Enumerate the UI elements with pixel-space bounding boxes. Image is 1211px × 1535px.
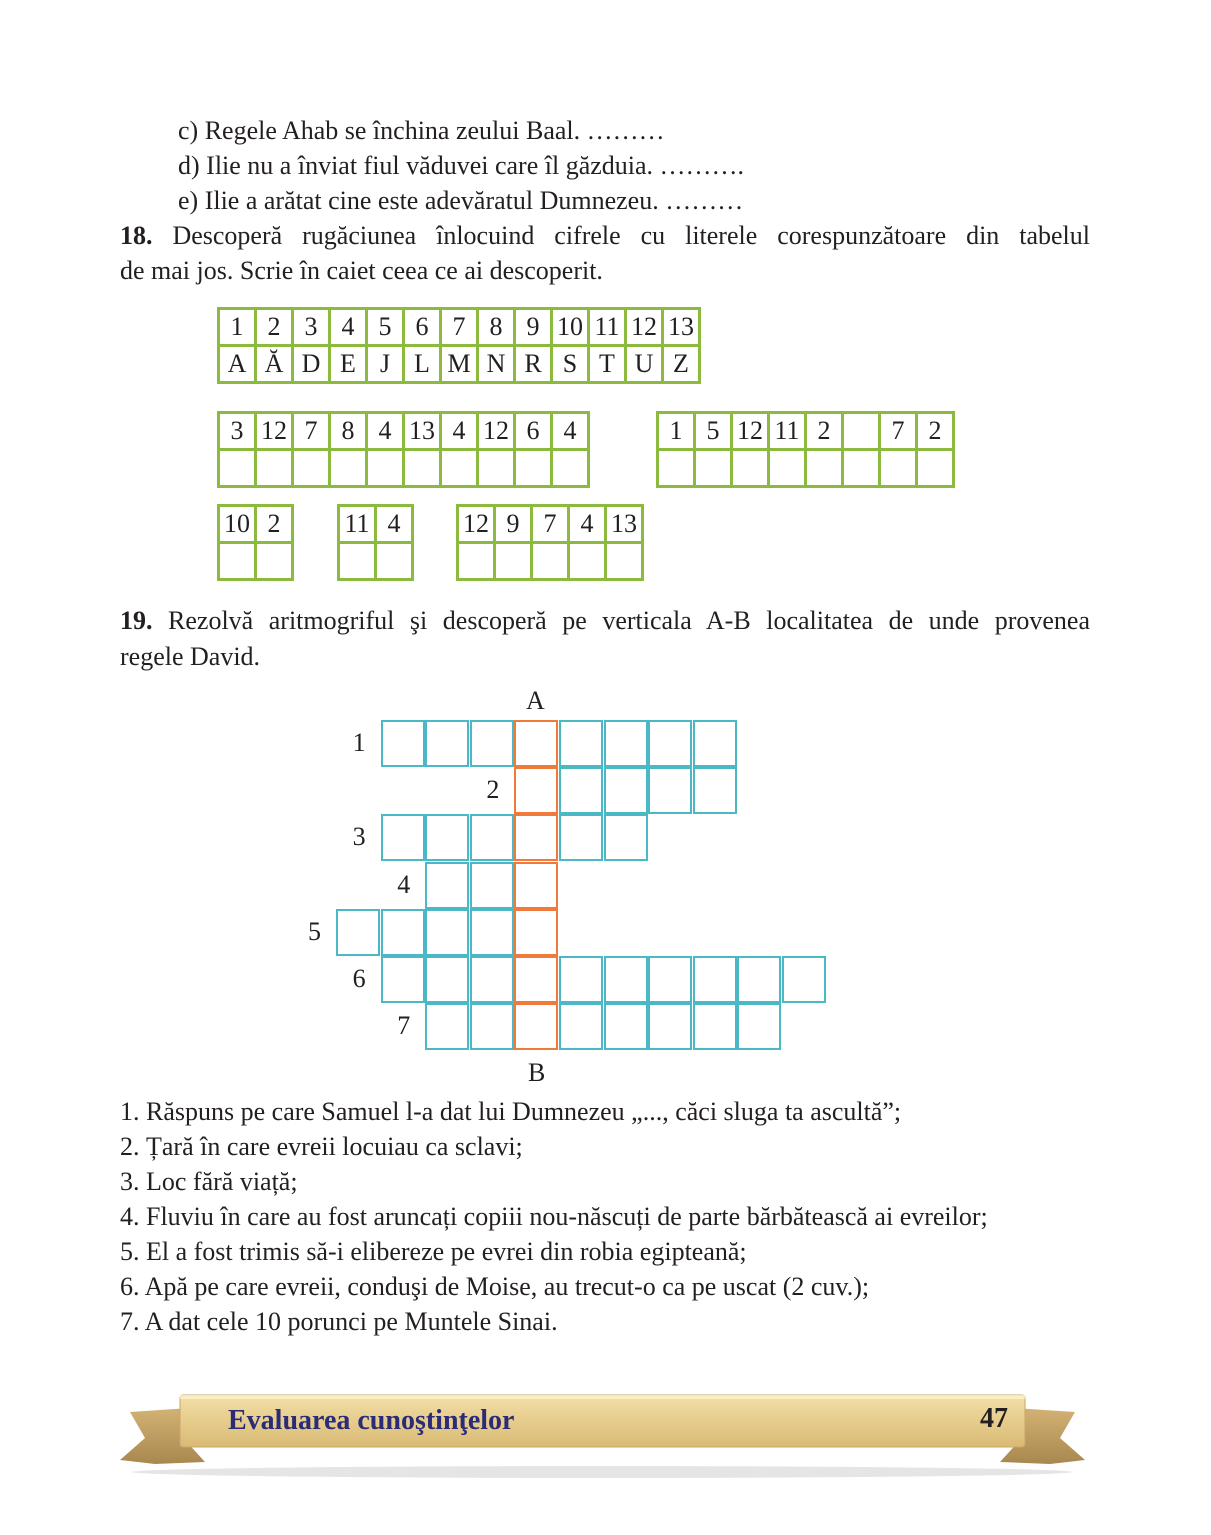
ex18-key-table <box>217 307 701 384</box>
clue-4: 4. Fluviu în care au fost aruncați copiii nou-născuți de parte bărbătească ai evreilor; <box>120 1202 988 1231</box>
clue-2: 2. Țară în care evreii locuiau ca sclavi; <box>120 1132 523 1161</box>
ex19-number: 19. <box>120 606 153 635</box>
answer-cell[interactable] <box>843 450 880 487</box>
answer-cell[interactable] <box>441 450 478 487</box>
clue-1: 1. Răspuns pe care Samuel l-a dat lui Dumnezeu „..., căci sluga ta ascultă”; <box>120 1097 902 1126</box>
key-number-cell: 6 <box>404 309 441 346</box>
ex18-text-line1: Descoperă rugăciunea înlocuind cifrele cu literele corespunzătoare din tabelul <box>172 221 1090 250</box>
crossword-cell[interactable] <box>559 767 603 814</box>
key-number-cell: 5 <box>367 309 404 346</box>
crossword-key-cell[interactable] <box>514 720 558 767</box>
crossword-label-a: A <box>526 686 545 715</box>
answer-cell[interactable] <box>367 450 404 487</box>
digit-cell: 13 <box>404 413 441 450</box>
key-letter-cell: N <box>478 346 515 383</box>
ex18-word-e <box>456 504 644 581</box>
crossword-cell[interactable] <box>604 720 648 767</box>
answer-cell[interactable] <box>917 450 954 487</box>
key-number-cell: 10 <box>552 309 589 346</box>
crossword-cell[interactable] <box>559 956 603 1003</box>
digit-cell: 9 <box>495 506 532 543</box>
key-letter-cell: Z <box>663 346 700 383</box>
key-letter-cell: J <box>367 346 404 383</box>
clue-6: 6. Apă pe care evreii, conduşi de Moise, au trecut-o ca pe uscat (2 cuv.); <box>120 1272 870 1301</box>
crossword-cell[interactable] <box>604 956 648 1003</box>
key-number-cell: 12 <box>626 309 663 346</box>
digit-cell: 5 <box>695 413 732 450</box>
key-number-cell: 9 <box>515 309 552 346</box>
digit-cell: 12 <box>458 506 495 543</box>
word-c-digits <box>219 506 293 543</box>
digit-cell: 13 <box>606 506 643 543</box>
crossword-row-label: 3 <box>352 822 366 852</box>
digit-cell: 4 <box>441 413 478 450</box>
answer-cell[interactable] <box>478 450 515 487</box>
crossword-row-label: 7 <box>397 1011 411 1041</box>
answer-cell[interactable] <box>658 450 695 487</box>
crossword-row-label: 4 <box>397 869 411 899</box>
key-letter-cell: S <box>552 346 589 383</box>
crossword-row-label: 2 <box>486 775 500 805</box>
answer-cell[interactable] <box>532 543 569 580</box>
footer-title: Evaluarea cunoştinţelor <box>228 1405 515 1436</box>
key-letter-cell: Ă <box>256 346 293 383</box>
digit-cell: 12 <box>478 413 515 450</box>
crossword-cell[interactable] <box>381 956 425 1003</box>
key-letter-cell: A <box>219 346 256 383</box>
answer-cell[interactable] <box>552 450 589 487</box>
word-d-answers <box>339 543 413 580</box>
answer-cell[interactable] <box>569 543 606 580</box>
digit-cell: 11 <box>339 506 376 543</box>
word-a-answers <box>219 450 589 487</box>
crossword-cell[interactable] <box>693 1003 737 1050</box>
key-letter-cell: M <box>441 346 478 383</box>
crossword-cell[interactable] <box>648 956 692 1003</box>
crossword-cell[interactable] <box>470 814 514 861</box>
ex18-instruction-line2: de mai jos. Scrie în caiet ceea ce ai descoperit. <box>120 256 603 285</box>
digit-cell: 11 <box>769 413 806 450</box>
crossword-cell[interactable] <box>425 862 469 909</box>
digit-cell: 12 <box>732 413 769 450</box>
crossword-cell[interactable] <box>693 767 737 814</box>
key-number-cell: 13 <box>663 309 700 346</box>
ex17-item-e: e) Ilie a arătat cine este adevăratul Dumnezeu. ……… <box>178 186 744 215</box>
digit-cell: 6 <box>515 413 552 450</box>
crossword-cell[interactable] <box>381 720 425 767</box>
ex19-text-line1: Rezolvă aritmogriful şi descoperă pe verticala A-B localitatea de unde provenea <box>168 606 1090 635</box>
answer-cell[interactable] <box>806 450 843 487</box>
crossword-cell[interactable] <box>648 720 692 767</box>
answer-cell[interactable] <box>880 450 917 487</box>
answer-cell[interactable] <box>732 450 769 487</box>
crossword-cell[interactable] <box>782 956 826 1003</box>
digit-cell: 4 <box>552 413 589 450</box>
digit-cell: 4 <box>569 506 606 543</box>
answer-cell[interactable] <box>293 450 330 487</box>
answer-cell[interactable] <box>495 543 532 580</box>
crossword-key-cell[interactable] <box>514 862 558 909</box>
crossword-cell[interactable] <box>693 720 737 767</box>
ex18-word-a <box>217 411 590 488</box>
word-e-answers <box>458 543 643 580</box>
key-number-cell: 2 <box>256 309 293 346</box>
key-number-cell: 3 <box>293 309 330 346</box>
answer-cell[interactable] <box>256 543 293 580</box>
crossword-cell[interactable] <box>648 1003 692 1050</box>
ex17-item-d: d) Ilie nu a înviat fiul văduvei care îl găzduia. ………. <box>178 151 745 180</box>
key-letter-cell: D <box>293 346 330 383</box>
crossword-cell[interactable] <box>425 909 469 956</box>
answer-cell[interactable] <box>515 450 552 487</box>
word-e-digits <box>458 506 643 543</box>
digit-cell: 4 <box>367 413 404 450</box>
crossword-key-cell[interactable] <box>514 814 558 861</box>
crossword-row-label: 5 <box>308 916 321 946</box>
crossword-key-cell[interactable] <box>514 1003 558 1050</box>
crossword-cell[interactable] <box>559 720 603 767</box>
key-letter-cell: E <box>330 346 367 383</box>
clue-5: 5. El a fost trimis să-i elibereze pe evrei din robia egipteană; <box>120 1237 747 1266</box>
digit-cell: 12 <box>256 413 293 450</box>
crossword-key-cell[interactable] <box>514 956 558 1003</box>
digit-cell: 8 <box>330 413 367 450</box>
ex18-word-d <box>337 504 414 581</box>
clue-3: 3. Loc fără viață; <box>120 1167 298 1196</box>
crossword-cell[interactable] <box>559 1003 603 1050</box>
answer-cell[interactable] <box>339 543 376 580</box>
answer-cell[interactable] <box>606 543 643 580</box>
digit-cell: 4 <box>376 506 413 543</box>
crossword-cell[interactable] <box>381 814 425 861</box>
crossword-cell[interactable] <box>604 814 648 861</box>
answer-cell[interactable] <box>376 543 413 580</box>
key-letter-cell: U <box>626 346 663 383</box>
answer-cell[interactable] <box>695 450 732 487</box>
crossword-cell[interactable] <box>559 814 603 861</box>
ex19-instruction-line1 <box>120 604 1090 638</box>
digit-cell: 7 <box>293 413 330 450</box>
crossword-cell[interactable] <box>425 720 469 767</box>
crossword-row-label: 1 <box>352 728 366 757</box>
digit-cell: 3 <box>219 413 256 450</box>
crossword-cell[interactable] <box>470 862 514 909</box>
crossword-key-cell[interactable] <box>514 909 558 956</box>
ex18-word-b <box>656 411 955 488</box>
answer-cell[interactable] <box>769 450 806 487</box>
crossword-key-cell[interactable] <box>514 767 558 814</box>
crossword-cell[interactable] <box>470 1003 514 1050</box>
digit-cell: 2 <box>917 413 954 450</box>
key-letter-row <box>219 346 700 383</box>
crossword-cell[interactable] <box>470 956 514 1003</box>
word-b-digits <box>658 413 954 450</box>
key-number-cell: 1 <box>219 309 256 346</box>
crossword-cell[interactable] <box>470 720 514 767</box>
crossword-cell[interactable] <box>604 767 648 814</box>
ex18-word-c <box>217 504 294 581</box>
digit-cell <box>843 413 880 450</box>
key-number-cell: 11 <box>589 309 626 346</box>
key-number-cell: 7 <box>441 309 478 346</box>
digit-cell: 7 <box>880 413 917 450</box>
crossword-cell[interactable] <box>693 956 737 1003</box>
answer-cell[interactable] <box>330 450 367 487</box>
word-c-answers <box>219 543 293 580</box>
crossword-cell[interactable] <box>737 956 781 1003</box>
key-letter-cell: R <box>515 346 552 383</box>
key-letter-cell: T <box>589 346 626 383</box>
answer-cell[interactable] <box>219 450 256 487</box>
key-number-cell: 4 <box>330 309 367 346</box>
digit-cell: 2 <box>256 506 293 543</box>
key-number-row <box>219 309 700 346</box>
clue-7: 7. A dat cele 10 porunci pe Muntele Sinai. <box>120 1307 558 1336</box>
digit-cell: 10 <box>219 506 256 543</box>
answer-cell[interactable] <box>458 543 495 580</box>
crossword-cell[interactable] <box>381 909 425 956</box>
answer-cell[interactable] <box>256 450 293 487</box>
answer-cell[interactable] <box>404 450 441 487</box>
word-a-digits <box>219 413 589 450</box>
ex19-instruction-line2: regele David. <box>120 642 261 671</box>
page-number: 47 <box>980 1403 1008 1434</box>
crossword-cell[interactable] <box>648 767 692 814</box>
crossword-cell[interactable] <box>604 1003 648 1050</box>
crossword-row-label: 6 <box>352 964 366 993</box>
crossword-cell[interactable] <box>336 909 380 956</box>
crossword-cell[interactable] <box>737 1003 781 1050</box>
digit-cell: 7 <box>532 506 569 543</box>
ex17-item-c: c) Regele Ahab se închina zeului Baal. ……… <box>178 116 665 145</box>
crossword-cell[interactable] <box>425 814 469 861</box>
ex18-number: 18. <box>120 221 153 250</box>
ex18-instruction-line1 <box>120 219 1090 253</box>
digit-cell: 1 <box>658 413 695 450</box>
word-b-answers <box>658 450 954 487</box>
digit-cell: 2 <box>806 413 843 450</box>
word-d-digits <box>339 506 413 543</box>
answer-cell[interactable] <box>219 543 256 580</box>
crossword-cell[interactable] <box>425 1003 469 1050</box>
key-letter-cell: L <box>404 346 441 383</box>
crossword-label-b: B <box>528 1058 546 1087</box>
crossword-cell[interactable] <box>425 956 469 1003</box>
crossword-cell[interactable] <box>470 909 514 956</box>
key-number-cell: 8 <box>478 309 515 346</box>
